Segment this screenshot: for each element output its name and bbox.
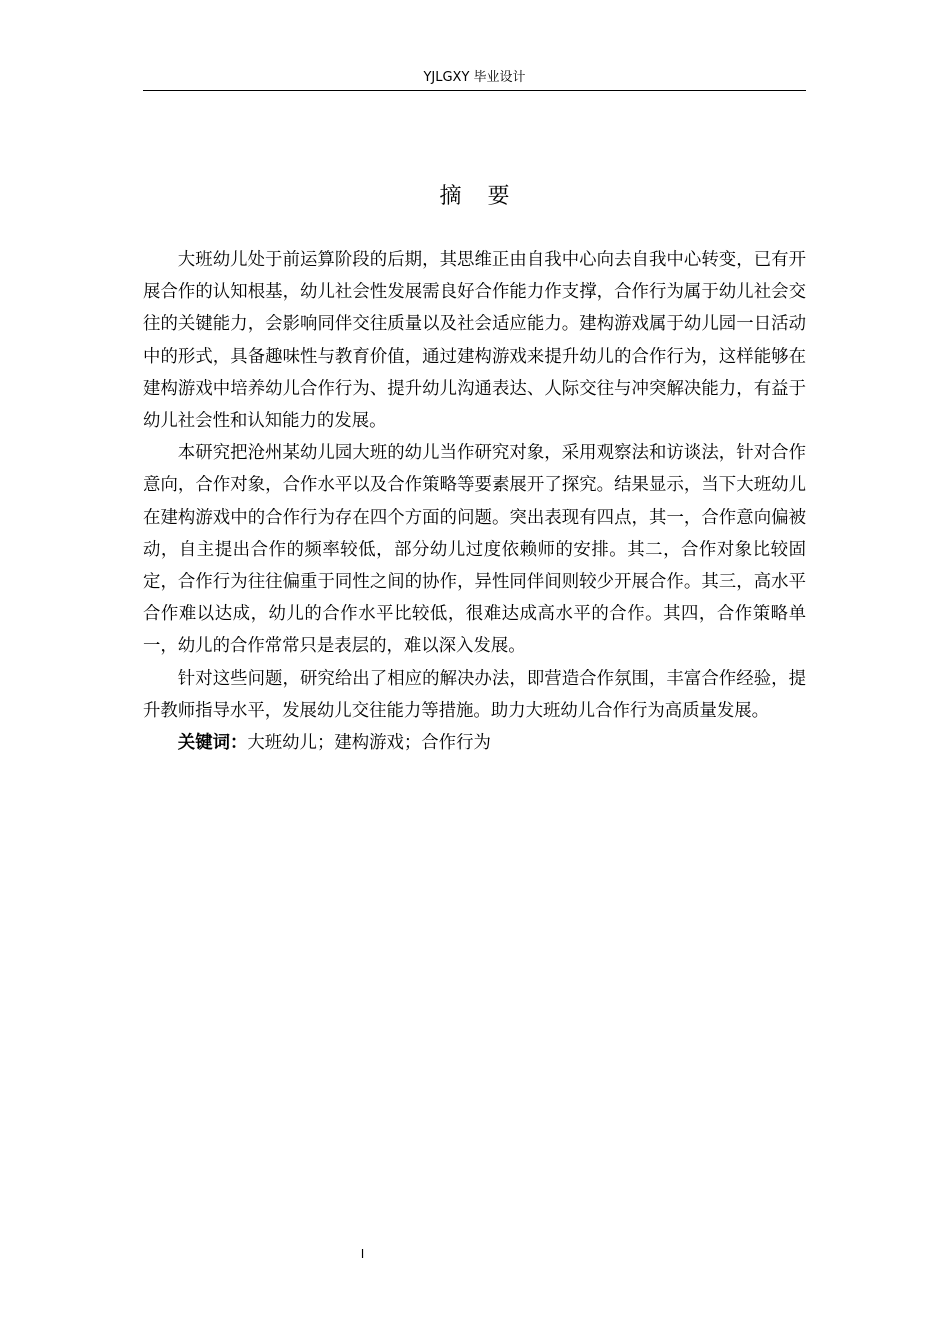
abstract-title: 摘要: [439, 184, 536, 209]
page-number: I: [360, 1247, 365, 1261]
abstract-paragraph-3: 针对这些问题，研究给出了相应的解决办法，即营造合作氛围，丰富合作经验，提升教师指导水平，发展幼儿交往能力等措施。助力大班幼儿合作行为高质量发展。: [143, 668, 806, 721]
abstract-paragraph-2: 本研究把沧州某幼儿园大班的幼儿当作研究对象，采用观察法和访谈法，针对合作意向，合作对象，合作水平以及合作策略等要素展开了探究。结果显示，当下大班幼儿在建构游戏中的合作行为存在四个方面的问题。突出表现有四点，其一，合作意向偏被动，自主提出合作的频率较低，部分幼儿过度依赖师的安排。其二，合作对象比较固定，合作行为往往偏重于同性之间的协作，异性同伴间则较少开展合作。其三，高水平合作难以达成，幼儿的合作水平比较低，很难达成高水平的合作。其四，合作策略单一，幼儿的合作常常只是表层的，难以深入发展。: [143, 443, 806, 657]
keywords-label: 关键词：: [177, 733, 248, 754]
abstract-body: [143, 244, 806, 759]
abstract-paragraph-1: 大班幼儿处于前运算阶段的后期，其思维正由自我中心向去自我中心转变，已有开展合作的认知根基，幼儿社会性发展需良好合作能力作支撑，合作行为属于幼儿社会交往的关键能力，会影响同伴交往质量以及社会适应能力。建构游戏属于幼儿园一日活动中的形式，具备趣味性与教育价值，通过建构游戏来提升幼儿的合作行为，这样能够在建构游戏中培养幼儿合作行为、提升幼儿沟通表达、人际交往与冲突解决能力，有益于幼儿社会性和认知能力的发展。: [143, 250, 806, 432]
keywords-line: [143, 727, 806, 759]
header-text: YJLGXY 毕业设计: [423, 70, 526, 85]
keywords-text: 大班幼儿；建构游戏；合作行为: [247, 733, 491, 754]
page-header: [143, 68, 806, 91]
